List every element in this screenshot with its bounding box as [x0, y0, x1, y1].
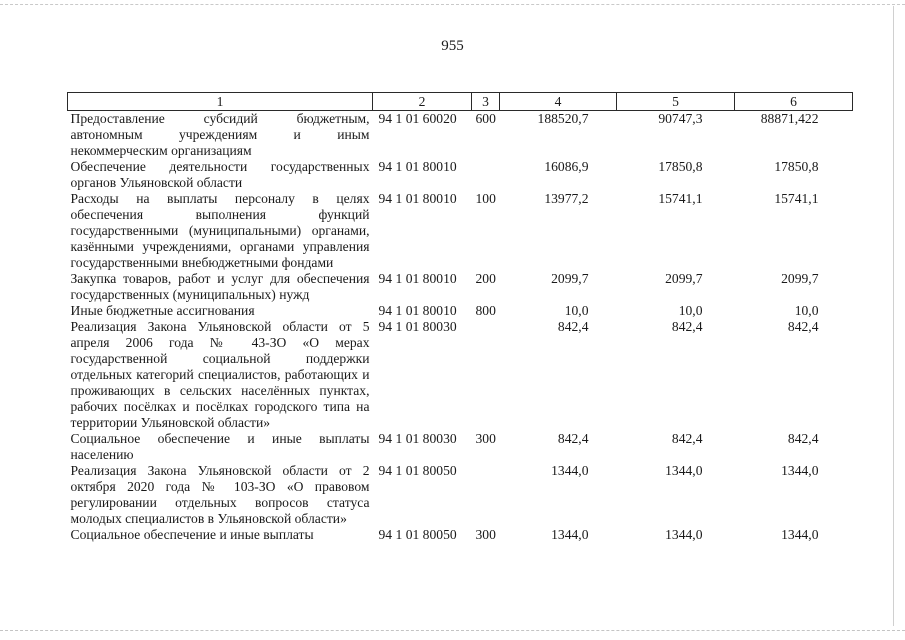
table-row — [68, 111, 853, 160]
row-value-col5: 1344,0 — [665, 463, 703, 478]
header-col-3: 3 — [472, 93, 500, 111]
row-value-col5: 842,4 — [671, 319, 703, 334]
row-csr-code: 94 1 01 80010 — [378, 303, 457, 318]
row-value-col6: 15741,1 — [774, 191, 819, 206]
row-value-col5: 10,0 — [678, 303, 703, 318]
row-value-col5: 1344,0 — [665, 527, 703, 542]
row-name: Расходы на выплаты персоналу в целях обеспечения выполнения функций государственными (муниципальными) органами, казёнными учреждениями, органами управления государственными внебюджетными фондами — [70, 191, 370, 270]
table-row — [68, 463, 853, 527]
header-col-1: 1 — [68, 93, 373, 111]
row-value-col6: 17850,8 — [774, 159, 819, 174]
row-name: Предоставление субсидий бюджетным, автономным учреждениям и иным некоммерческим организациям — [70, 111, 370, 158]
table-row — [68, 271, 853, 303]
row-value-col4: 842,4 — [557, 431, 589, 446]
row-vr-code: 800 — [475, 303, 496, 318]
row-csr-code: 94 1 01 80030 — [378, 431, 457, 446]
row-name: Социальное обеспечение и иные выплаты — [70, 527, 314, 542]
row-vr-code — [472, 463, 500, 527]
table-row — [68, 319, 853, 431]
row-csr-code: 94 1 01 80050 — [378, 463, 457, 478]
row-value-col4: 16086,9 — [544, 159, 589, 174]
page-number: 955 — [441, 38, 464, 54]
row-vr-code: 600 — [475, 111, 496, 126]
table-row — [68, 431, 853, 463]
row-name: Социальное обеспечение и иные выплаты населению — [70, 431, 370, 462]
row-value-col5: 2099,7 — [665, 271, 703, 286]
table-body — [68, 111, 853, 544]
row-vr-code: 100 — [475, 191, 496, 206]
row-vr-code: 200 — [475, 271, 496, 286]
row-csr-code: 94 1 01 80050 — [378, 527, 457, 542]
row-csr-code: 94 1 01 80010 — [378, 159, 457, 174]
row-name: Обеспечение деятельности государственных органов Ульяновской области — [70, 159, 370, 190]
row-csr-code: 94 1 01 80030 — [378, 319, 457, 334]
row-value-col6: 842,4 — [787, 431, 819, 446]
row-value-col6: 2099,7 — [781, 271, 819, 286]
row-value-col4: 10,0 — [564, 303, 589, 318]
row-vr-code: 300 — [475, 527, 496, 542]
row-value-col5: 842,4 — [671, 431, 703, 446]
row-value-col4: 842,4 — [557, 319, 589, 334]
table-row — [68, 303, 853, 319]
row-vr-code — [472, 159, 500, 191]
row-value-col6: 10,0 — [794, 303, 819, 318]
row-csr-code: 94 1 01 80010 — [378, 191, 457, 206]
scan-edge-bottom — [0, 630, 905, 632]
header-col-5: 5 — [617, 93, 735, 111]
row-vr-code — [472, 319, 500, 431]
row-vr-code: 300 — [475, 431, 496, 446]
scan-edge-right — [893, 6, 894, 626]
row-value-col5: 90747,3 — [658, 111, 703, 126]
row-name: Реализация Закона Ульяновской области от 2 октября 2020 года № 103-ЗО «О правовом регулировании отдельных вопросов статуса молодых специалистов в Ульяновской области» — [70, 463, 370, 526]
table-row — [68, 527, 853, 543]
header-col-2: 2 — [373, 93, 472, 111]
header-col-4: 4 — [500, 93, 617, 111]
row-value-col5: 15741,1 — [658, 191, 703, 206]
budget-table — [67, 92, 853, 543]
table-row — [68, 159, 853, 191]
row-value-col6: 88871,422 — [760, 111, 819, 126]
row-value-col6: 1344,0 — [781, 527, 819, 542]
header-col-6: 6 — [735, 93, 853, 111]
row-value-col4: 1344,0 — [551, 463, 589, 478]
row-value-col4: 13977,2 — [544, 191, 589, 206]
row-name: Иные бюджетные ассигнования — [70, 303, 255, 318]
row-name: Закупка товаров, работ и услуг для обеспечения государственных (муниципальных) нужд — [70, 271, 370, 302]
row-value-col5: 17850,8 — [658, 159, 703, 174]
row-value-col4: 1344,0 — [551, 527, 589, 542]
row-value-col6: 1344,0 — [781, 463, 819, 478]
table-row — [68, 191, 853, 271]
row-name: Реализация Закона Ульяновской области от 5 апреля 2006 года № 43-ЗО «О мерах государственной социальной поддержки отдельных категорий специалистов, работающих и проживающих в сельских населённых пунктах, рабочих посёлках и посёлках городского типа на территории Ульяновской области» — [70, 319, 370, 430]
row-csr-code: 94 1 01 80010 — [378, 271, 457, 286]
table-header-row — [68, 93, 853, 111]
row-value-col6: 842,4 — [787, 319, 819, 334]
row-csr-code: 94 1 01 60020 — [378, 111, 457, 126]
row-value-col4: 2099,7 — [551, 271, 589, 286]
row-value-col4: 188520,7 — [537, 111, 589, 126]
scan-edge-top — [0, 4, 905, 6]
